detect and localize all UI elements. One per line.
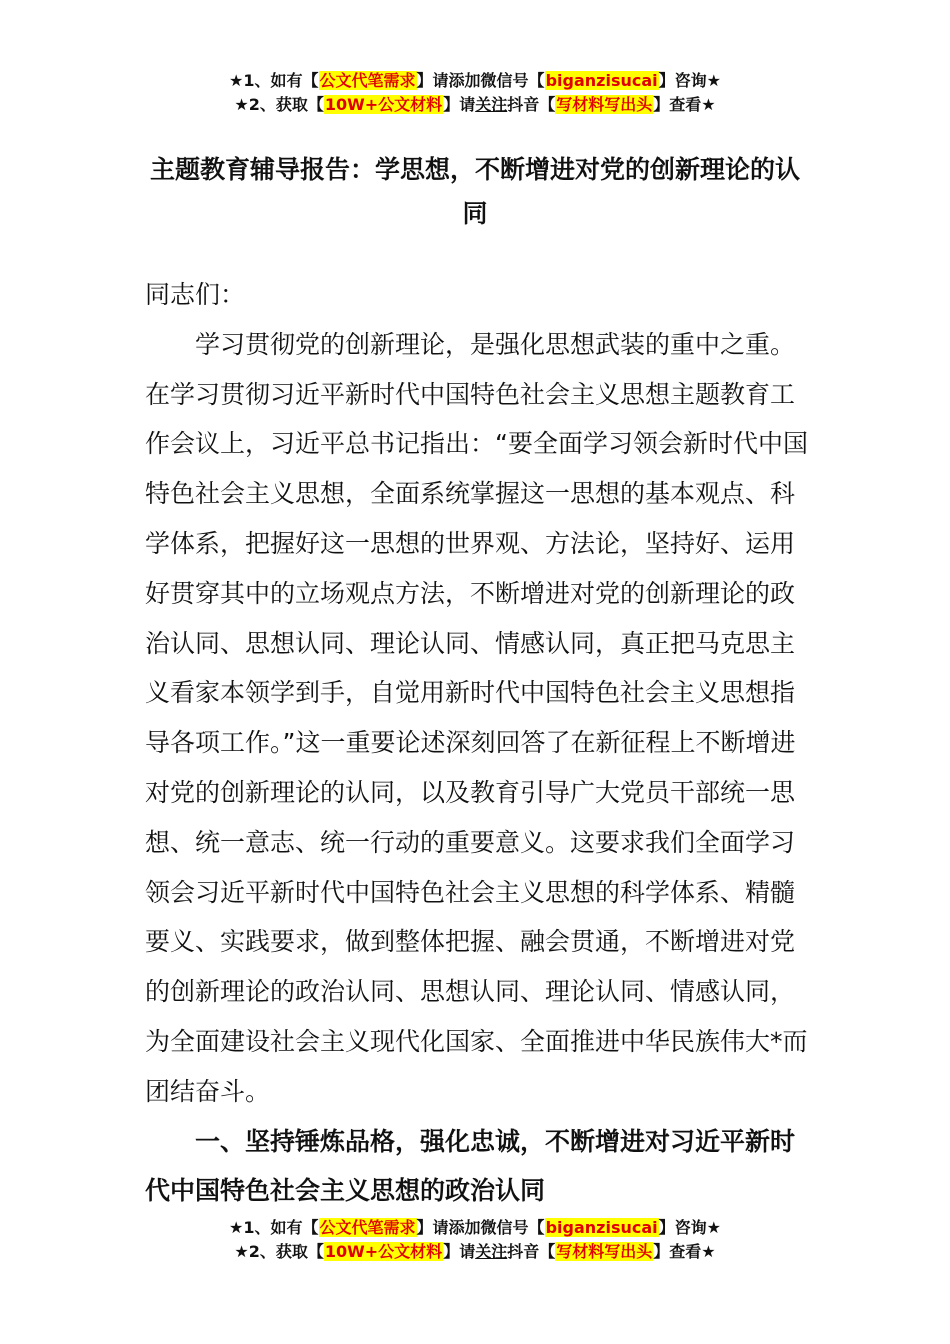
banner-text: 微信号【 xyxy=(480,71,545,90)
banner-text: 】咨询★ xyxy=(658,71,721,90)
banner-text: 】请 xyxy=(416,1218,449,1237)
banner-text: 】请 xyxy=(443,1242,476,1261)
banner-text: ★1、如有【 xyxy=(229,1218,319,1237)
banner-highlight: 10W+公文材料 xyxy=(324,1242,443,1261)
banner-text: 】咨询★ xyxy=(658,1218,721,1237)
banner-highlight: 公文代笔需求 xyxy=(319,71,416,90)
banner-line-2 xyxy=(0,1240,950,1264)
banner-text: ★1、如有【 xyxy=(229,71,319,90)
banner-emphasis: 添加 xyxy=(448,1218,481,1237)
banner-emphasis: 添加 xyxy=(448,71,481,90)
banner-text: 】请 xyxy=(443,95,476,114)
banner-emphasis: 关注 xyxy=(475,95,508,114)
banner-highlight: 10W+公文材料 xyxy=(324,95,443,114)
banner-highlight: 写材料写出头 xyxy=(556,1242,653,1261)
banner-text: 微信号【 xyxy=(480,1218,545,1237)
banner-text: 抖音【 xyxy=(507,95,556,114)
section-heading: 一、坚持锤炼品格，强化忠诚，不断增进对习近平新时代中国特色社会主义思想的政治认同 xyxy=(145,1126,796,1206)
document-body xyxy=(145,270,817,1216)
banner-highlight: 公文代笔需求 xyxy=(319,1218,416,1237)
banner-text: 抖音【 xyxy=(507,1242,556,1261)
top-banner xyxy=(0,69,950,117)
body-paragraph: 学习贯彻党的创新理论，是强化思想武装的重中之重。在学习贯彻习近平新时代中国特色社会主义思想主题教育工作会议上，习近平总书记指出：“要全面学习领会新时代中国特色社会主义思想，全面系统掌握这一思想的基本观点、科学体系，把握好这一思想的世界观、方法论，坚持好、运用好贯穿其中的立场观点方法，不断增进对党的创新理论的政治认同、思想认同、理论认同、情感认同，真正把马克思主义看家本领学到手，自觉用新时代中国特色社会主义思想指导各项工作。”这一重要论述深刻回答了在新征程上不断增进对党的创新理论的认同，以及教育引导广大党员干部统一思想、统一意志、统一行动的重要意义。这要求我们全面学习领会习近平新时代中国特色社会主义思想的科学体系、精髓要义、实践要求，做到整体把握、融会贯通，不断增进对党的创新理论的政治认同、思想认同、理论认同、情感认同，为全面建设社会主义现代化国家、全面推进中华民族伟大*而团结奋斗。 xyxy=(145,329,808,1106)
banner-line-1 xyxy=(0,1216,950,1240)
banner-line-2 xyxy=(0,93,950,117)
salutation: 同志们： xyxy=(145,280,246,309)
banner-highlight: biganzisucai xyxy=(545,71,658,90)
banner-text: 】查看★ xyxy=(653,1242,716,1261)
banner-text: 】请 xyxy=(416,71,449,90)
banner-highlight: biganzisucai xyxy=(545,1218,658,1237)
bottom-banner xyxy=(0,1216,950,1264)
banner-emphasis: 关注 xyxy=(475,1242,508,1261)
document-title: 主题教育辅导报告：学思想，不断增进对党的创新理论的认同 xyxy=(149,155,800,228)
banner-line-1 xyxy=(0,69,950,93)
banner-highlight: 写材料写出头 xyxy=(556,95,653,114)
banner-text: 】查看★ xyxy=(653,95,716,114)
banner-text: ★2、获取【 xyxy=(234,95,324,114)
banner-text: ★2、获取【 xyxy=(234,1242,324,1261)
